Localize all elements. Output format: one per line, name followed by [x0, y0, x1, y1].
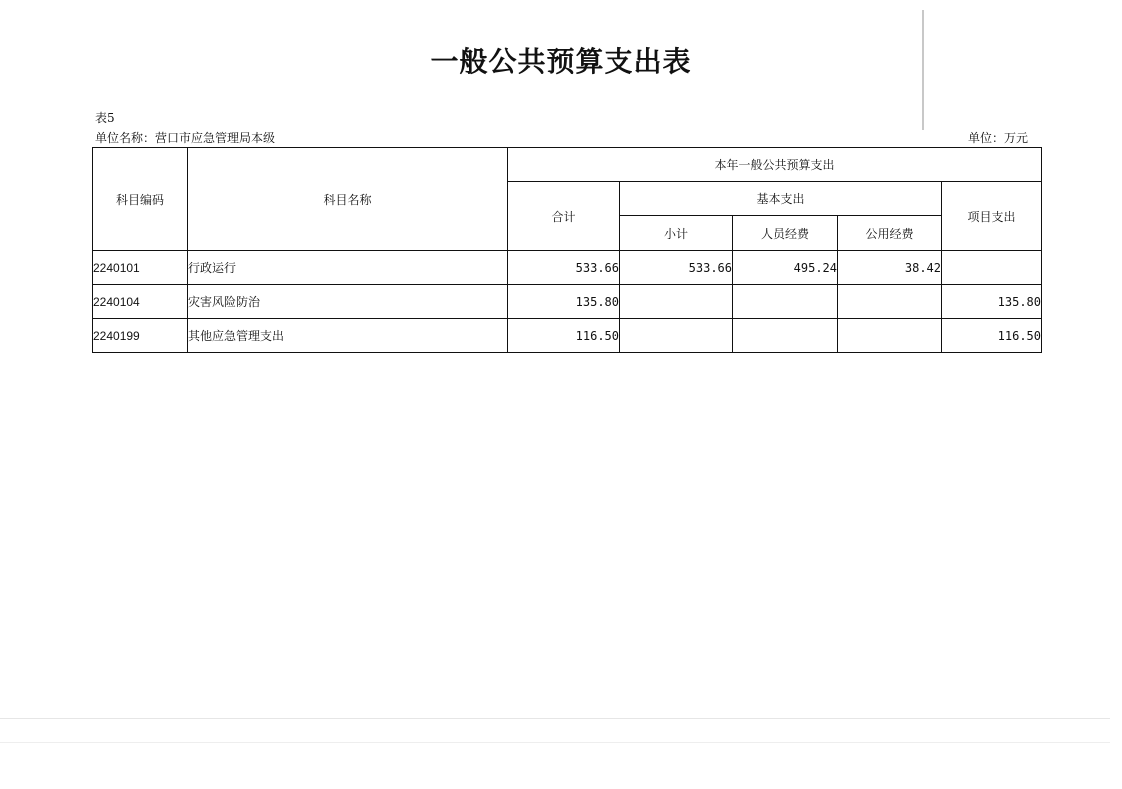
cell-public: 38.42 — [838, 251, 942, 285]
header-basic: 基本支出 — [620, 182, 942, 216]
currency-unit: 单位：万元 — [968, 131, 1029, 145]
cell-personnel — [733, 319, 838, 353]
unit-name: 单位名称：营口市应急管理局本级 — [95, 131, 276, 145]
scan-artifact — [0, 718, 1110, 719]
header-project: 项目支出 — [942, 182, 1042, 251]
scan-artifact — [0, 742, 1110, 743]
cell-personnel: 495.24 — [733, 251, 838, 285]
cell-public — [838, 285, 942, 319]
table-number: 表5 — [95, 111, 115, 125]
budget-table — [92, 147, 1042, 353]
cell-subtotal — [620, 319, 733, 353]
cell-code: 2240199 — [93, 319, 188, 353]
table-row — [93, 251, 1042, 285]
header-total: 合计 — [508, 182, 620, 251]
cell-total: 135.80 — [508, 285, 620, 319]
header-personnel: 人员经费 — [733, 216, 838, 251]
cell-total: 116.50 — [508, 319, 620, 353]
table-row — [93, 285, 1042, 319]
cell-subtotal — [620, 285, 733, 319]
cell-code: 2240104 — [93, 285, 188, 319]
header-code: 科目编码 — [93, 148, 188, 251]
header-subtotal: 小计 — [620, 216, 733, 251]
cell-subtotal: 533.66 — [620, 251, 733, 285]
cell-name: 其他应急管理支出 — [188, 319, 508, 353]
cell-name: 行政运行 — [188, 251, 508, 285]
cell-project: 135.80 — [942, 285, 1042, 319]
cell-code: 2240101 — [93, 251, 188, 285]
cell-name: 灾害风险防治 — [188, 285, 508, 319]
header-public: 公用经费 — [838, 216, 942, 251]
table-row — [93, 319, 1042, 353]
cell-total: 533.66 — [508, 251, 620, 285]
page-title: 一般公共预算支出表 — [430, 45, 692, 78]
cell-public — [838, 319, 942, 353]
header-name: 科目名称 — [188, 148, 508, 251]
header-group: 本年一般公共预算支出 — [508, 148, 1042, 182]
cell-project — [942, 251, 1042, 285]
cell-project: 116.50 — [942, 319, 1042, 353]
cell-personnel — [733, 285, 838, 319]
